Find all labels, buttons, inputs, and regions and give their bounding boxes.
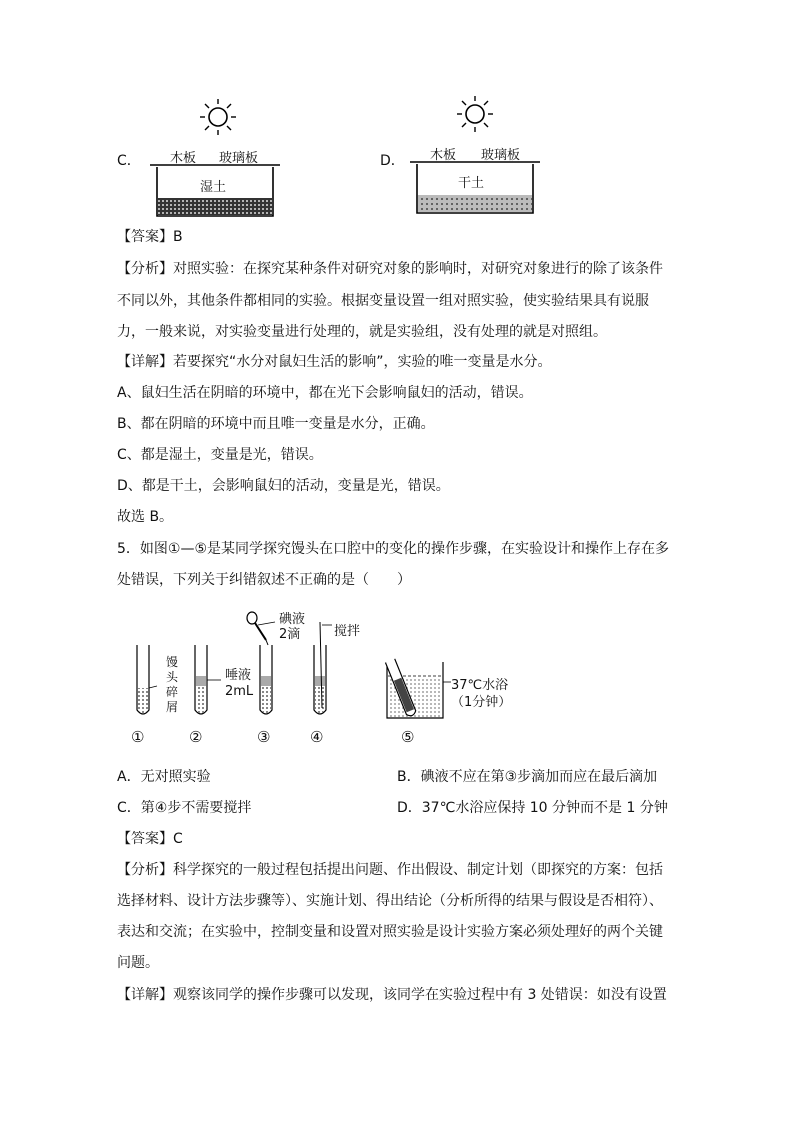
board-label-wood-c: 木板	[170, 151, 197, 166]
q5-answer: 【答案】C	[117, 831, 183, 847]
q4-detail-line: C、都是湿土，变量是光，错误。	[117, 447, 323, 463]
step-number-2: ②	[189, 728, 203, 746]
label-iodine	[279, 612, 305, 642]
label-bath-time: （1分钟）	[451, 695, 512, 710]
step-number-4: ④	[310, 728, 324, 746]
q5-option-c: C．第④步不需要搅拌	[117, 800, 252, 816]
label-mantou-char: 屑	[166, 700, 179, 714]
q4-detail-line: A、鼠妇生活在阴暗的环境中，都在光下会影响鼠妇的活动，错误。	[117, 385, 533, 401]
q5-option-a: A．无对照实验	[117, 769, 211, 785]
q4-analysis-line: 力，一般来说，对实验变量进行处理的，就是实验组，没有处理的就是对照组。	[117, 324, 607, 340]
option-c-figure	[145, 95, 285, 220]
q4-answer: 【答案】B	[117, 229, 183, 245]
soil-label-c: 湿土	[200, 180, 227, 195]
label-iodine-amount: 2滴	[279, 627, 301, 642]
label-saliva	[225, 668, 253, 700]
option-d-label: D．	[380, 153, 405, 169]
q4-conclusion: 故选 B。	[117, 509, 174, 525]
board-label-glass-c: 玻璃板	[219, 151, 259, 166]
label-bath-temp: 37℃水浴	[451, 678, 509, 693]
q5-stem-line: 处错误，下列关于纠错叙述不正确的是（ ）	[117, 572, 411, 588]
option-c-label: C．	[117, 153, 141, 169]
q5-option-b: B．碘液不应在第③步滴加而应在最后滴加	[397, 769, 658, 785]
label-mantou	[166, 655, 178, 715]
q5-stem-line: 5．如图①—⑤是某同学探究馒头在口腔中的变化的操作步骤，在实验设计和操作上存在多	[117, 541, 670, 557]
label-mantou-char: 头	[166, 670, 179, 684]
step-number-5: ⑤	[401, 728, 415, 746]
label-iodine-text: 碘液	[279, 612, 306, 627]
label-saliva-amount: 2mL	[225, 684, 254, 699]
label-stir: 搅拌	[334, 624, 361, 639]
option-d-figure	[405, 92, 545, 217]
q5-analysis-line: 【分析】科学探究的一般过程包括提出问题、作出假设、制定计划（即探究的方案：包括	[117, 862, 663, 878]
step-number-1: ①	[131, 728, 145, 746]
test-tube-1	[137, 645, 157, 714]
test-tube-4	[314, 622, 332, 714]
label-mantou-char: 馒	[166, 655, 179, 669]
q4-analysis-line: 不同以外，其他条件都相同的实验。根据变量设置一组对照实验，使实验结果具有说服	[117, 293, 649, 309]
sun-icon	[200, 99, 236, 135]
board-label-wood-d: 木板	[430, 148, 457, 163]
test-tube-3	[260, 645, 272, 714]
label-saliva-text: 唾液	[225, 668, 252, 683]
q4-detail-line: D、都是干土，会影响鼠妇的活动，变量是光，错误。	[117, 478, 450, 494]
dropper-icon	[247, 612, 275, 645]
step-number-3: ③	[257, 728, 271, 746]
q5-detail-line: 【详解】观察该同学的操作步骤可以发现，该同学在实验过程中有 3 处错误：如没有设置	[117, 987, 667, 1003]
q4-detail-line: B、都在阴暗的环境中而且唯一变量是水分，正确。	[117, 416, 435, 432]
q5-analysis-line: 问题。	[117, 955, 159, 971]
q4-detail-line: 【详解】若要探究“水分对鼠妇生活的影响”，实验的唯一变量是水分。	[117, 354, 552, 370]
q5-analysis-line: 选择材料、设计方法步骤等）、实施计划、得出结论（分析所得的结果与假设是否相符）、	[117, 893, 663, 909]
label-water-bath	[451, 677, 511, 711]
sun-icon	[457, 96, 493, 132]
board-label-glass-d: 玻璃板	[481, 148, 521, 163]
water-bath-beaker	[385, 659, 451, 718]
q5-option-d: D．37℃水浴应保持 10 分钟而不是 1 分钟	[397, 800, 668, 816]
q4-analysis-line: 【分析】对照实验：在探究某种条件对研究对象的影响时，对研究对象进行的除了该条件	[117, 261, 663, 277]
soil-label-d: 干土	[458, 176, 485, 191]
q5-analysis-line: 表达和交流；在实验中，控制变量和设置对照实验是设计实验方案必须处理好的两个关键	[117, 924, 663, 940]
test-tube-2	[195, 645, 221, 714]
label-mantou-char: 碎	[166, 685, 179, 699]
